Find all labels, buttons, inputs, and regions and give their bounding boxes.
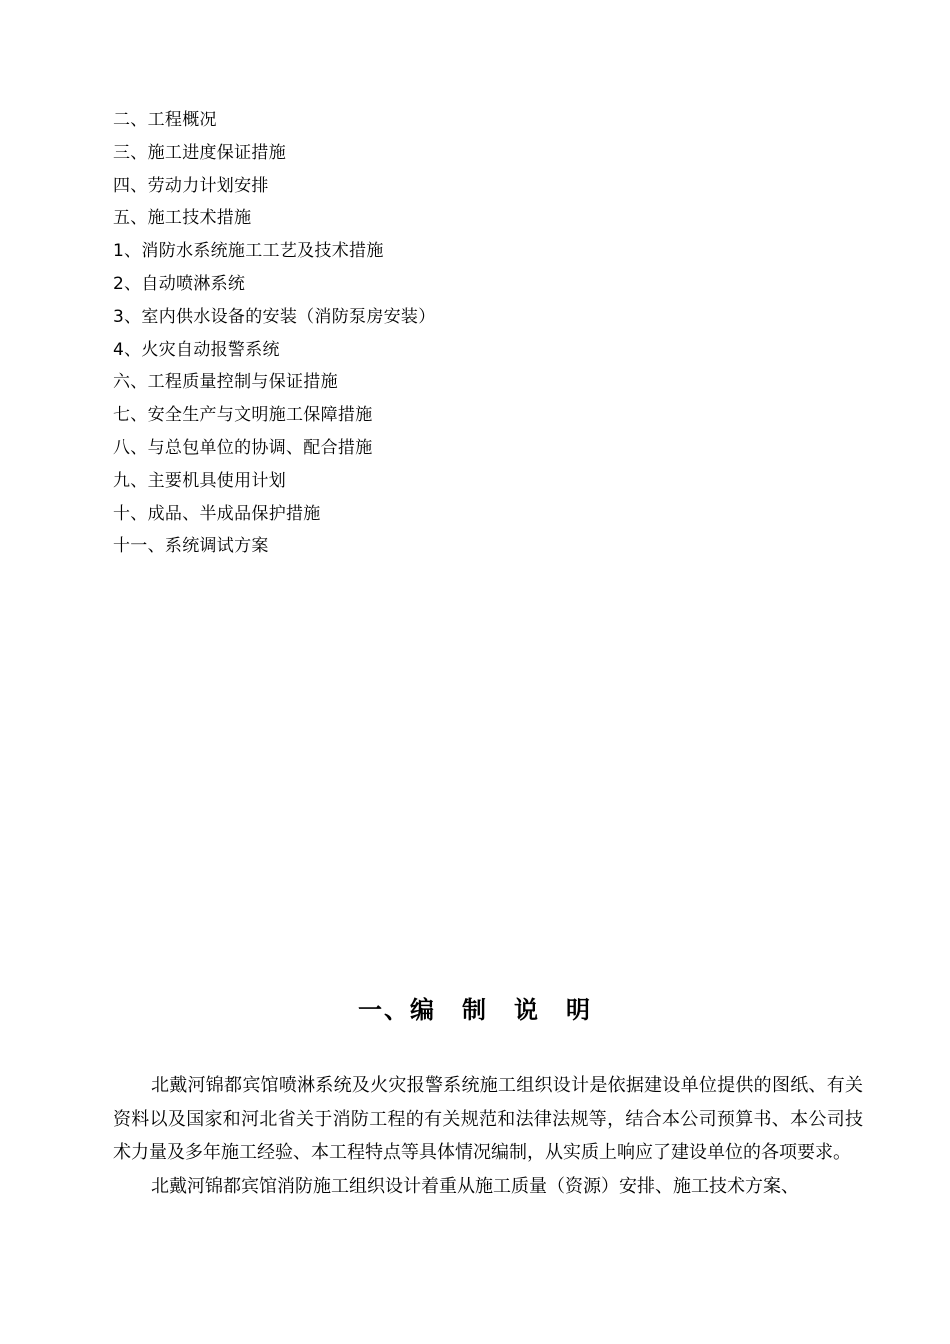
toc-item: 八、与总包单位的协调、配合措施: [113, 437, 373, 458]
toc-item: 二、工程概况: [113, 110, 217, 130]
toc-item: 4、火灾自动报警系统: [113, 339, 280, 360]
toc-item: 1、消防水系统施工工艺及技术措施: [113, 241, 384, 262]
toc-item: 2、自动喷淋系统: [113, 273, 246, 294]
body-paragraph: 北戴河锦都宾馆喷淋系统及火灾报警系统施工组织设计是依据建设单位提供的图纸、有关资料以及国家和河北省关于消防工程的有关规范和法律法规等，结合本公司预算书、本公司技术力量及多年施工经验、本工程特点等具体情况编制，从实质上响应了建设单位的各项要求。: [113, 1075, 863, 1163]
toc-item: 十、成品、半成品保护措施: [113, 503, 321, 524]
toc-item: 四、劳动力计划安排: [113, 175, 269, 196]
toc-item: 十一、系统调试方案: [113, 536, 269, 557]
section-body: [113, 1069, 863, 1203]
section-heading: 一、编 制 说 明: [358, 996, 592, 1024]
toc-item: 九、主要机具使用计划: [113, 470, 286, 491]
toc-item: 六、工程质量控制与保证措施: [113, 372, 338, 393]
body-paragraph: 北戴河锦都宾馆消防施工组织设计着重从施工质量（资源）安排、施工技术方案、: [151, 1175, 799, 1197]
toc-item: 七、安全生产与文明施工保障措施: [113, 405, 373, 426]
toc-item: 三、施工进度保证措施: [113, 142, 286, 163]
toc-item: 五、施工技术措施: [113, 208, 252, 229]
toc-item: 3、室内供水设备的安装（消防泵房安装）: [113, 306, 436, 327]
table-of-contents: [113, 104, 833, 563]
